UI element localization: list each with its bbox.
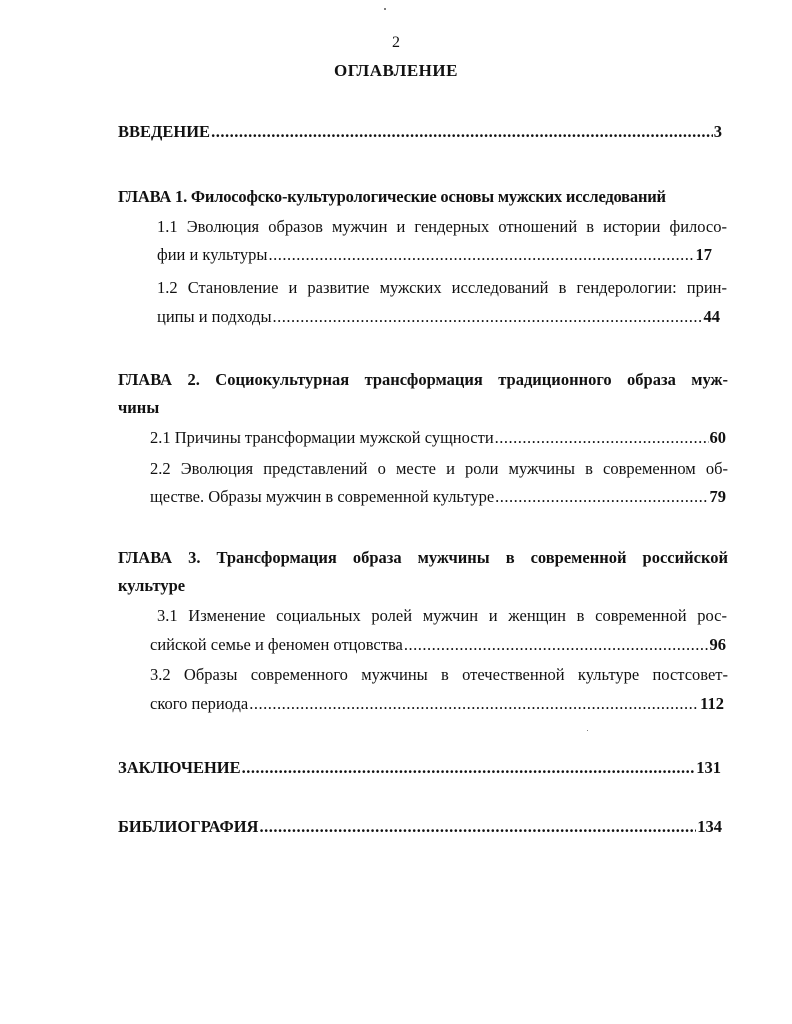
toc-introduction-label: ВВЕДЕНИЕ	[118, 122, 211, 141]
page-title: ОГЛАВЛЕНИЕ	[334, 61, 458, 80]
chapter2-heading-line2: чины	[118, 398, 160, 417]
leader-dots	[242, 757, 696, 779]
chapter3-section2-page: 112	[700, 694, 724, 713]
toc-conclusion-label: ЗАКЛЮЧЕНИЕ	[118, 758, 241, 777]
toc-bibliography-page: 134	[697, 817, 722, 836]
leader-dots	[249, 693, 699, 715]
leader-dots	[404, 634, 709, 656]
chapter3-section1-page: 96	[709, 635, 726, 654]
toc-conclusion	[118, 757, 721, 779]
chapter1-section1-line2: фии и культуры	[157, 245, 268, 264]
leader-dots	[211, 121, 713, 143]
chapter3-section2-line2: ского периода	[150, 694, 249, 713]
scan-speck	[587, 730, 588, 731]
leader-dots	[259, 816, 696, 838]
chapter1-heading: ГЛАВА 1. Философско-культурологические основы мужских исследований	[118, 187, 666, 206]
leader-dots	[268, 244, 694, 266]
chapter3-heading-line2: культуре	[118, 576, 186, 595]
toc-bibliography-label: БИБЛИОГРАФИЯ	[118, 817, 259, 836]
chapter2-section1-line1: 2.1 Причины трансформации мужской сущности	[150, 428, 494, 447]
scan-speck	[384, 8, 386, 10]
chapter1-section1-line1: 1.1 Эволюция образов мужчин и гендерных отношений в истории филосо-	[157, 217, 727, 236]
chapter1-section2-line2: ципы и подходы	[157, 307, 272, 326]
leader-dots	[495, 427, 709, 449]
chapter2-section2-line2: ществе. Образы мужчин в современной культуре	[150, 487, 495, 506]
chapter1-section2-line1: 1.2 Становление и развитие мужских исследований в гендерологии: прин-	[157, 278, 727, 297]
toc-chapter2-section1	[150, 427, 726, 449]
toc-conclusion-page: 131	[696, 758, 721, 777]
leader-dots	[495, 486, 708, 508]
chapter3-section1-line2: сийской семье и феномен отцовства	[150, 635, 403, 654]
chapter1-section2-page: 44	[703, 307, 720, 326]
leader-dots	[273, 306, 703, 328]
chapter2-section2-page: 79	[709, 487, 726, 506]
toc-chapter2-section2	[150, 486, 726, 508]
chapter3-heading-line1: ГЛАВА 3. Трансформация образа мужчины в современной российской	[118, 548, 728, 567]
toc-introduction-page: 3	[713, 122, 722, 141]
chapter3-section1-line1: 3.1 Изменение социальных ролей мужчин и женщин в современной рос-	[157, 606, 727, 625]
toc-chapter1-section2	[157, 306, 720, 328]
chapter2-heading-line1: ГЛАВА 2. Социокультурная трансформация традиционного образа муж-	[118, 370, 728, 389]
toc-introduction	[118, 121, 722, 143]
chapter1-section1-page: 17	[695, 245, 712, 264]
chapter2-section2-line1: 2.2 Эволюция представлений о месте и роли мужчины в современном об-	[150, 459, 728, 478]
toc-chapter3-section1	[150, 634, 726, 656]
page-number: 2	[392, 34, 400, 51]
toc-bibliography	[118, 816, 722, 838]
toc-chapter3-section2	[150, 693, 724, 715]
chapter2-section1-page: 60	[709, 428, 726, 447]
toc-chapter1-section1	[157, 244, 712, 266]
chapter3-section2-line1: 3.2 Образы современного мужчины в отечественной культуре постсовет-	[150, 665, 728, 684]
